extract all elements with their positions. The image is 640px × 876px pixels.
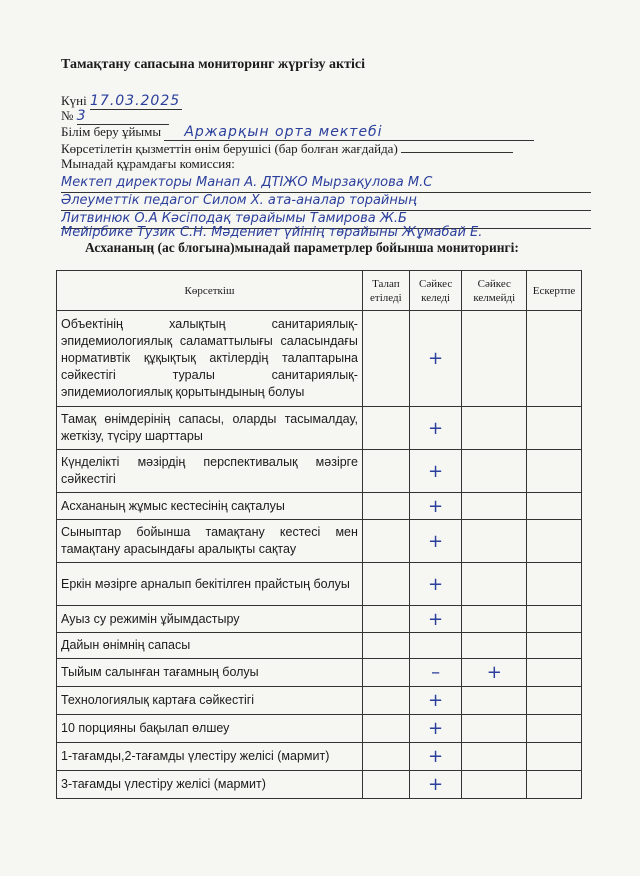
col-required: Талап етіледі xyxy=(362,271,409,311)
complies-cell: + xyxy=(409,743,462,771)
not-complies-cell xyxy=(462,311,527,407)
complies-cell: + xyxy=(409,450,462,493)
required-cell xyxy=(362,743,409,771)
indicator-cell: Объектінің халықтың санитариялық-эпидемиологиялық саламаттылығы саласындағы нормативтік құқықтық актілердің талаптарына сәйкестігі туралы санитариялық-эпидемиологиялық қорытындының болуы xyxy=(57,311,363,407)
table-row xyxy=(57,633,582,659)
required-cell xyxy=(362,606,409,633)
table-row xyxy=(57,743,582,771)
note-cell xyxy=(527,687,582,715)
not-complies-cell xyxy=(462,493,527,520)
not-complies-cell xyxy=(462,563,527,606)
indicator-cell: Тамақ өнімдерінің сапасы, оларды тасымалдау, жеткізу, түсіру шарттары xyxy=(57,407,363,450)
org-line xyxy=(61,124,534,141)
number-value: 3 xyxy=(77,108,169,125)
required-cell xyxy=(362,563,409,606)
provider-line xyxy=(61,140,513,157)
table-row xyxy=(57,687,582,715)
table-row xyxy=(57,450,582,493)
complies-cell xyxy=(409,633,462,659)
note-cell xyxy=(527,450,582,493)
indicator-cell: Еркін мәзірге арналып бекітілген прайстың болуы xyxy=(57,563,363,606)
provider-label: Көрсетілетін қызметтін өнім берушісі (бар болған жағдайда) xyxy=(61,141,398,156)
required-cell xyxy=(362,659,409,687)
document-title: Тамақтану сапасына мониторинг жүргізу актісі xyxy=(61,57,365,72)
note-cell xyxy=(527,311,582,407)
org-label: Білім беру ұйымы xyxy=(61,124,162,139)
indicator-cell: Тыйым салынған тағамның болуы xyxy=(57,659,363,687)
table-header-row xyxy=(57,271,582,311)
table-row xyxy=(57,311,582,407)
complies-cell: + xyxy=(409,606,462,633)
complies-cell: + xyxy=(409,563,462,606)
number-line xyxy=(61,108,169,125)
table-row xyxy=(57,606,582,633)
note-cell xyxy=(527,520,582,563)
col-indicator: Көрсеткіш xyxy=(57,271,363,311)
indicator-cell: 1-тағамды,2-тағамды үлестіру желісі (мармит) xyxy=(57,743,363,771)
org-value: Аржарқын орта мектебі xyxy=(164,124,534,141)
not-complies-cell: + xyxy=(462,659,527,687)
required-cell xyxy=(362,520,409,563)
not-complies-cell xyxy=(462,715,527,743)
required-cell xyxy=(362,687,409,715)
complies-cell: + xyxy=(409,715,462,743)
required-cell xyxy=(362,407,409,450)
section-heading: Асхананың (ас блогына)мынадай параметрлер бойынша мониторингі: xyxy=(85,240,519,255)
note-cell xyxy=(527,563,582,606)
note-cell xyxy=(527,659,582,687)
complies-cell: + xyxy=(409,687,462,715)
note-cell xyxy=(527,493,582,520)
commission-label: Мынадай құрамдағы комиссия: xyxy=(61,156,235,171)
complies-cell: + xyxy=(409,407,462,450)
note-cell xyxy=(527,633,582,659)
indicator-cell: Ауыз су режимін ұйымдастыру xyxy=(57,606,363,633)
required-cell xyxy=(362,633,409,659)
note-cell xyxy=(527,606,582,633)
date-label: Күні xyxy=(61,93,87,108)
table-row xyxy=(57,771,582,799)
required-cell xyxy=(362,450,409,493)
commission-line-3: Литвинюк О.А Кәсіподақ төрайымы Тамирова Ж.Б xyxy=(61,210,591,229)
not-complies-cell xyxy=(462,771,527,799)
required-cell xyxy=(362,715,409,743)
complies-cell: + xyxy=(409,771,462,799)
note-cell xyxy=(527,407,582,450)
not-complies-cell xyxy=(462,687,527,715)
not-complies-cell xyxy=(462,520,527,563)
required-cell xyxy=(362,771,409,799)
not-complies-cell xyxy=(462,407,527,450)
required-cell xyxy=(362,493,409,520)
number-label: № xyxy=(61,108,74,123)
col-note: Ескертпе xyxy=(527,271,582,311)
table-row xyxy=(57,715,582,743)
complies-cell: + xyxy=(409,311,462,407)
indicator-cell: Технологиялық картаға сәйкестігі xyxy=(57,687,363,715)
not-complies-cell xyxy=(462,606,527,633)
table-row xyxy=(57,407,582,450)
note-cell xyxy=(527,743,582,771)
col-not-complies: Сәйкес келмейді xyxy=(462,271,527,311)
indicator-cell: Асхананың жұмыс кестесінің сақталуы xyxy=(57,493,363,520)
indicator-cell: Дайын өнімнің сапасы xyxy=(57,633,363,659)
table-row xyxy=(57,493,582,520)
indicator-cell: Күнделікті мәзірдің перспективалық мәзірге сәйкестігі xyxy=(57,450,363,493)
indicator-cell: 10 порцияны бақылап өлшеу xyxy=(57,715,363,743)
not-complies-cell xyxy=(462,743,527,771)
commission-line-4: Мейірбике Тузик С.Н. Мәдениет үйінің төрайыны Жұмабай Е. xyxy=(61,225,483,240)
indicator-cell: 3-тағамды үлестіру желісі (мармит) xyxy=(57,771,363,799)
date-value: 17.03.2025 xyxy=(90,93,181,109)
note-cell xyxy=(527,771,582,799)
not-complies-cell xyxy=(462,450,527,493)
monitoring-table xyxy=(56,270,582,799)
complies-cell: – xyxy=(409,659,462,687)
indicator-cell: Сыныптар бойынша тамақтану кестесі мен тамақтану арасындағы аралықты сақтау xyxy=(57,520,363,563)
col-complies: Сәйкес келеді xyxy=(409,271,462,311)
required-cell xyxy=(362,311,409,407)
provider-value-blank xyxy=(401,140,513,153)
table-row xyxy=(57,659,582,687)
table-row xyxy=(57,520,582,563)
commission-line-1: Мектеп директоры Манап А. ДТІЖО Мырзақулова М.С xyxy=(61,174,591,193)
complies-cell: + xyxy=(409,520,462,563)
table-row xyxy=(57,563,582,606)
complies-cell: + xyxy=(409,493,462,520)
not-complies-cell xyxy=(462,633,527,659)
note-cell xyxy=(527,715,582,743)
commission-line-2: Әлеуметтік педагог Силом Х. ата-аналар торайның xyxy=(61,192,591,211)
